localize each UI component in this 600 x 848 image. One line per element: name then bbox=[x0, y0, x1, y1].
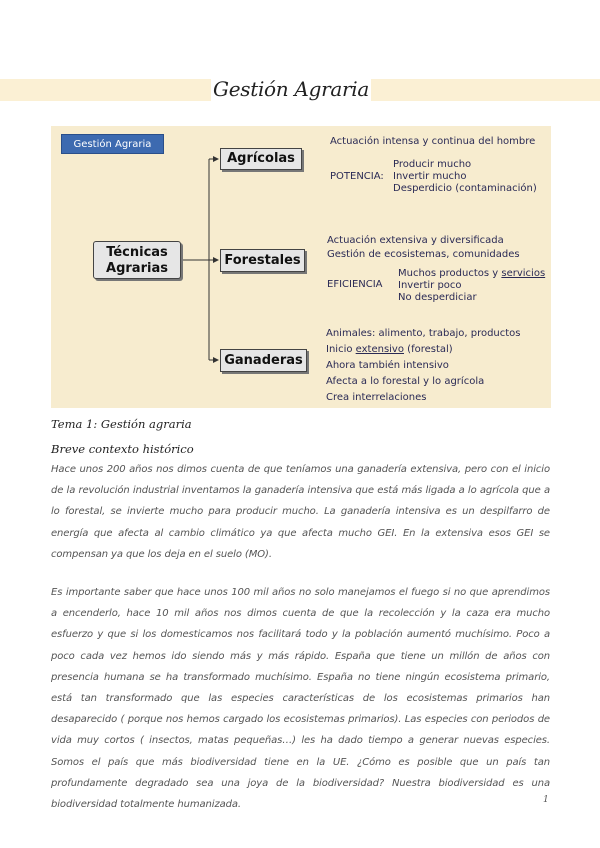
section-subtitle: Breve contexto histórico bbox=[51, 442, 194, 456]
title-box bbox=[211, 74, 371, 104]
ganaderas-desc bbox=[326, 344, 453, 356]
agricolas-desc: Actuación intensa y continua del hombre bbox=[330, 136, 536, 147]
ganaderas-desc: Animales: alimento, trabajo, productos bbox=[326, 328, 521, 339]
ganaderas-desc: Afecta a lo forestal y lo agrícola bbox=[326, 376, 485, 387]
page-title: Gestión Agraria bbox=[213, 77, 369, 101]
section-heading: Tema 1: Gestión agraria bbox=[51, 417, 192, 431]
node-tecnicas-line1: Técnicas bbox=[106, 245, 168, 260]
node-agricolas: Agrícolas bbox=[220, 148, 302, 170]
eficiencia-item-text: Muchos productos y bbox=[398, 268, 502, 279]
ganaderas-text: (forestal) bbox=[403, 344, 453, 355]
forestales-desc: Gestión de ecosistemas, comunidades bbox=[327, 249, 520, 260]
potencia-item: Producir mucho bbox=[393, 159, 472, 170]
potencia-item: Invertir mucho bbox=[393, 171, 467, 182]
potencia-item: Desperdicio (contaminación) bbox=[393, 183, 537, 194]
node-forestales: Forestales bbox=[220, 249, 305, 272]
ganaderas-text: Inicio bbox=[326, 344, 356, 355]
concept-diagram bbox=[51, 126, 551, 408]
page-number: 1 bbox=[543, 795, 549, 805]
eficiencia-item bbox=[398, 268, 545, 280]
eficiencia-label: EFICIENCIA bbox=[327, 279, 383, 290]
extensivo-link: extensivo bbox=[355, 344, 404, 355]
ganaderas-desc: Ahora también intensivo bbox=[326, 360, 449, 371]
paragraph: Hace unos 200 años nos dimos cuenta de que teníamos una ganadería extensiva, pero con el inicio de la revolución industrial inventamos la ganadería intensiva que está más ligada a lo agrícola que a lo forestal, se invierte mucho para producir mucho. La ganadería intensiva es un despilfarro de energía que afecta al cambio climático ya que afecta mucho GEI. En la extensiva esos GEI se compensan ya que los deja en el suelo (MO). bbox=[51, 464, 550, 560]
eficiencia-item: No desperdiciar bbox=[398, 292, 477, 303]
node-tecnicas-agrarias bbox=[93, 241, 181, 279]
forestales-desc: Actuación extensiva y diversificada bbox=[327, 235, 504, 246]
servicios-link: servicios bbox=[501, 268, 546, 279]
node-ganaderas: Ganaderas bbox=[220, 349, 307, 372]
eficiencia-item: Invertir poco bbox=[398, 280, 462, 291]
ganaderas-desc: Crea interrelaciones bbox=[326, 392, 427, 403]
node-tecnicas-line2: Agrarias bbox=[106, 261, 168, 276]
potencia-label: POTENCIA: bbox=[330, 171, 384, 182]
gestion-agraria-button: Gestión Agraria bbox=[61, 134, 164, 154]
paragraph: Es importante saber que hace unos 100 mil años no solo manejamos el fuego si no que aprendimos a encenderlo, hace 10 mil años nos dimos cuenta de que la recolección y la caza era mucho esfuerzo y que si los domesticamos nos facilitará todo y la población aumentó muchísimo. Poco a poco cada vez hemos ido siendo más y más rápido. España que tiene un millón de años con presencia humana se ha transformado muchísimo. España no tiene ningún ecosistema primario, está tan transformado que las especies características de los ecosistemas primarios han desaparecido ( porque nos hemos cargado los ecosistemas primarios). Las especies con periodos de vida muy cortos ( insectos, matas pequeñas…) les ha dado tiempo a generar nuevas especies. Somos el país que más biodiversidad tiene en la UE. ¿Cómo es posible que un país tan profundamente degradado sea una joya de la biodiversidad? Nuestra biodiversidad es una biodiversidad totalmente humanizada. bbox=[51, 587, 550, 811]
